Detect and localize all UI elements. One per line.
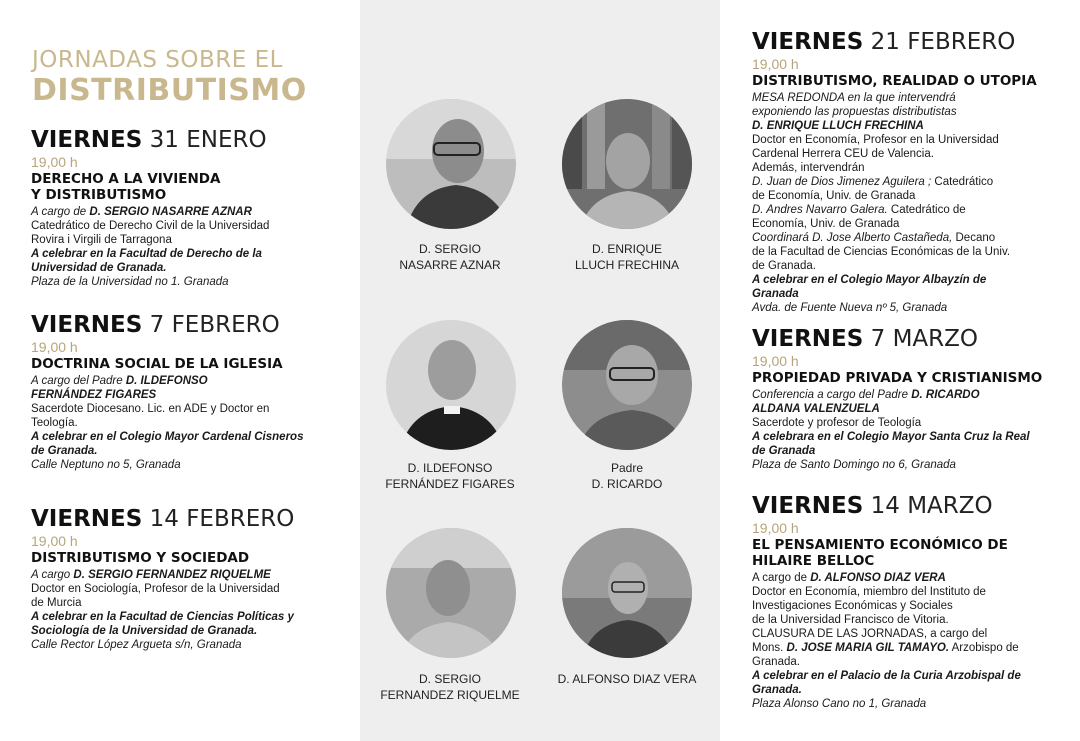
program-title-line1: JORNADAS SOBRE EL	[32, 47, 283, 73]
event-time: 19,00 h	[31, 533, 78, 549]
event-time: 19,00 h	[31, 339, 78, 355]
event-detail-line: A celebrar en el Colegio Mayor Cardenal Cisneros	[31, 431, 304, 443]
event-detail-line: Rovira i Virgili de Tarragona	[31, 234, 172, 246]
event-detail-line: Teología.	[31, 417, 78, 429]
event-detail-line: ALDANA VALENZUELA	[752, 403, 880, 415]
event-detail-line: Mons. D. JOSE MARIA GIL TAMAYO. Arzobispo de	[752, 642, 1019, 654]
event-detail-line: de Granada	[752, 445, 816, 457]
speaker-caption: Padre D. RICARDO	[591, 461, 663, 491]
event-title: Y DISTRIBUTISMO	[31, 187, 167, 203]
event-detail-line: A celebrar en la Facultad de Ciencias Políticas y	[31, 611, 294, 623]
event-block	[31, 312, 331, 472]
event-time: 19,00 h	[752, 56, 799, 72]
event-title: DOCTRINA SOCIAL DE LA IGLESIA	[31, 356, 283, 372]
event-detail-line: CLAUSURA DE LAS JORNADAS, a cargo del	[752, 628, 988, 640]
program-title-line2: DISTRIBUTISMO	[32, 73, 307, 108]
event-date: VIERNES 31 ENERO	[31, 127, 267, 153]
event-detail-line: Plaza Alonso Cano no 1, Granada	[752, 698, 927, 710]
speaker-photo	[386, 528, 516, 658]
event-detail-line: Además, intervendrán	[752, 162, 865, 174]
event-detail-line: A celebrar en el Palacio de la Curia Arzobispal de	[752, 670, 1021, 682]
event-title: DISTRIBUTISMO, REALIDAD O UTOPIA	[752, 73, 1037, 89]
event-detail-line: D. Juan de Dios Jimenez Aguilera ; Catedrático	[752, 176, 994, 188]
speaker-caption: D. ALFONSO DIAZ VERA	[557, 672, 697, 686]
event-title: DERECHO A LA VIVIENDA	[31, 171, 221, 187]
event-detail-line: Conferencia a cargo del Padre D. RICARDO	[752, 389, 980, 401]
event-detail-line: D. ENRIQUE LLUCH FRECHINA	[752, 120, 924, 132]
event-detail-line: Doctor en Economía, Profesor en la Universidad	[752, 134, 999, 146]
event-detail-line: Catedrático de Derecho Civil de la Universidad	[31, 220, 270, 232]
event-block	[752, 326, 1052, 472]
speaker-caption: D. ENRIQUE LLUCH FRECHINA	[574, 242, 679, 272]
speaker-photo	[562, 320, 692, 450]
event-detail-line: Doctor en Sociología, Profesor de la Universidad	[31, 583, 280, 595]
event-detail-line: Calle Rector López Argueta s/n, Granada	[31, 639, 242, 651]
event-detail-line: de Murcia	[31, 597, 82, 609]
event-detail-line: Cardenal Herrera CEU de Valencia.	[752, 148, 934, 160]
event-detail-line: A celebrar en el Colegio Mayor Albayzín de	[752, 274, 987, 286]
event-detail-line: Doctor en Economía, miembro del Instituto de	[752, 586, 986, 598]
speaker-caption: D. SERGIO FERNANDEZ RIQUELME	[380, 672, 520, 702]
event-detail-line: Plaza de Santo Domingo no 6, Granada	[752, 459, 956, 471]
event-detail-line: Granada.	[752, 656, 800, 668]
event-detail-line: Investigaciones Económicas y Sociales	[752, 600, 953, 612]
event-detail-line: Sacerdote y profesor de Teología	[752, 417, 922, 429]
event-block	[752, 29, 1052, 315]
event-detail-line: de la Universidad Francisco de Vitoria.	[752, 614, 949, 626]
event-title: PROPIEDAD PRIVADA Y CRISTIANISMO	[752, 370, 1043, 386]
event-block	[31, 127, 331, 289]
event-detail-line: de la Facultad de Ciencias Económicas de la Univ.	[752, 246, 1011, 258]
event-title: DISTRIBUTISMO Y SOCIEDAD	[31, 550, 250, 566]
event-detail-line: A celebrar en la Facultad de Derecho de la	[31, 248, 262, 260]
event-detail-line: A cargo de D. ALFONSO DIAZ VERA	[752, 572, 946, 584]
event-detail-line: Sacerdote Diocesano. Lic. en ADE y Doctor en	[31, 403, 270, 415]
event-date: VIERNES 7 MARZO	[752, 326, 978, 352]
event-detail-line: Granada.	[752, 684, 802, 696]
event-time: 19,00 h	[752, 520, 799, 536]
event-detail-line: A cargo de D. SERGIO NASARRE AZNAR	[31, 206, 252, 218]
speaker-caption: D. ILDEFONSO FERNÁNDEZ FIGARES	[385, 461, 515, 491]
event-date: VIERNES 21 FEBRERO	[752, 29, 1016, 55]
event-detail-line: de Granada.	[752, 260, 816, 272]
event-detail-line: A celebrara en el Colegio Mayor Santa Cruz la Real	[752, 431, 1030, 443]
speaker-photo	[386, 320, 516, 450]
event-detail-line: Avda. de Fuente Nueva nº 5, Granada	[752, 302, 948, 314]
event-detail-line: Economía, Univ. de Granada	[752, 218, 900, 230]
event-date: VIERNES 14 MARZO	[752, 493, 993, 519]
event-detail-line: de Economía, Univ. de Granada	[752, 190, 916, 202]
event-detail-line: Plaza de la Universidad no 1. Granada	[31, 276, 229, 288]
speaker-photo	[562, 528, 692, 658]
event-detail-line: Granada	[752, 288, 799, 300]
speaker-photo	[386, 99, 516, 229]
event-title: HILAIRE BELLOC	[752, 553, 875, 569]
speaker-photo	[562, 99, 692, 229]
speaker-caption: D. SERGIO NASARRE AZNAR	[399, 242, 501, 272]
event-detail-line: D. Andres Navarro Galera. Catedrático de	[752, 204, 966, 216]
event-detail-line: MESA REDONDA en la que intervendrá	[752, 92, 956, 104]
event-detail-line: FERNÁNDEZ FIGARES	[31, 389, 157, 401]
event-time: 19,00 h	[31, 154, 78, 170]
event-date: VIERNES 7 FEBRERO	[31, 312, 280, 338]
event-detail-line: exponiendo las propuestas distributistas	[752, 106, 957, 118]
event-block	[752, 493, 1052, 711]
event-detail-line: Sociología de la Universidad de Granada.	[31, 625, 258, 637]
event-detail-line: de Granada.	[31, 445, 98, 457]
event-time: 19,00 h	[752, 353, 799, 369]
event-detail-line: Universidad de Granada.	[31, 262, 167, 274]
event-date: VIERNES 14 FEBRERO	[31, 506, 295, 532]
event-detail-line: A cargo del Padre D. ILDEFONSO	[31, 375, 208, 387]
event-detail-line: A cargo D. SERGIO FERNANDEZ RIQUELME	[31, 569, 271, 581]
event-detail-line: Coordinará D. Jose Alberto Castañeda, Decano	[752, 232, 996, 244]
event-detail-line: Calle Neptuno no 5, Granada	[31, 459, 181, 471]
event-block	[31, 506, 331, 652]
event-title: EL PENSAMIENTO ECONÓMICO DE	[752, 537, 1008, 553]
